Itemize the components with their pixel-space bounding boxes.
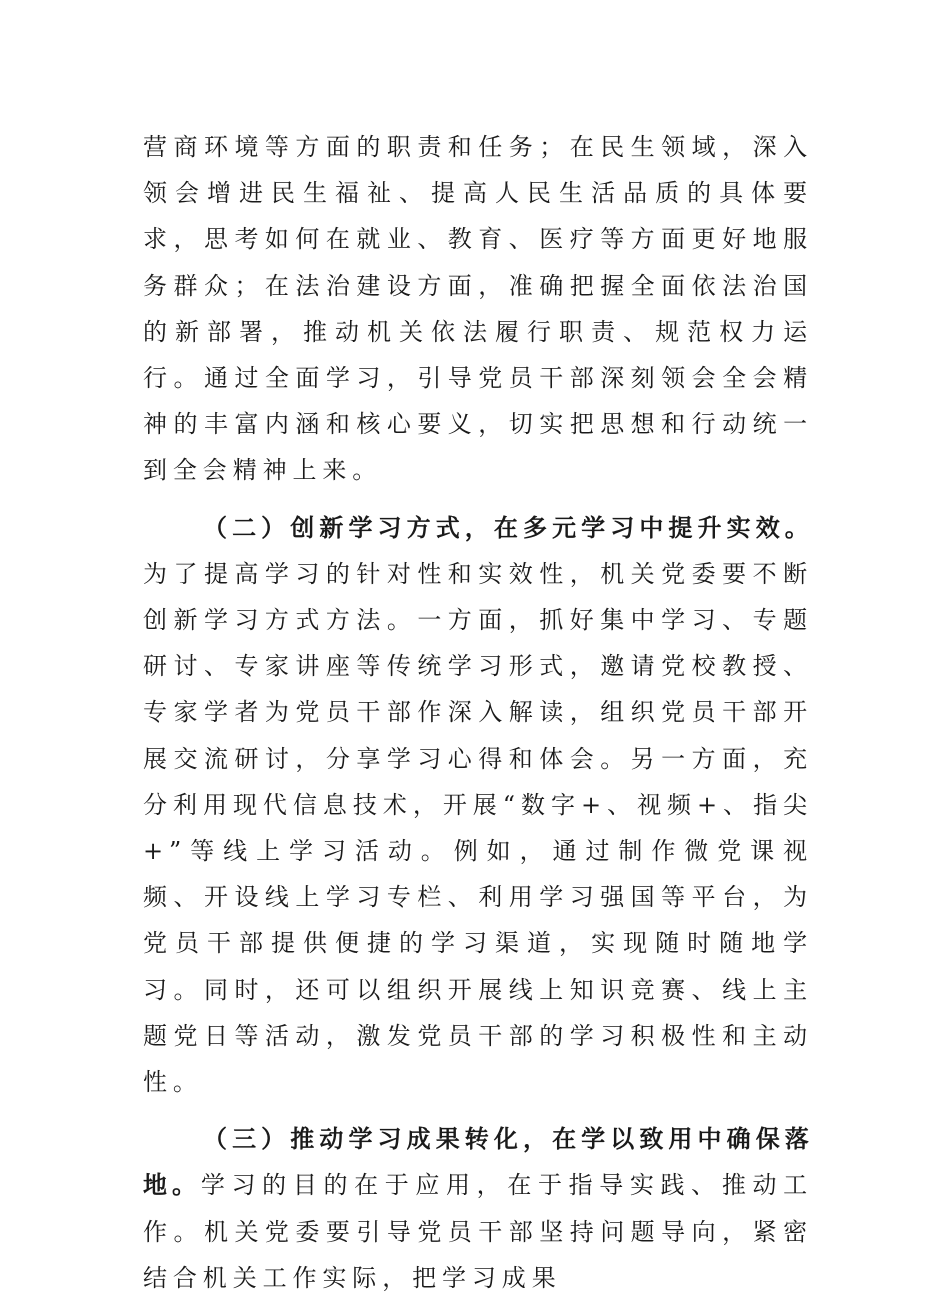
paragraph-body: 营商环境等方面的职责和任务；在民生领域，深入领会增进民生福祉、提高人民生活品质的具体要求，思考如何在就业、教育、医疗等方面更好地服务群众；在法治建设方面，准确把握全面依法治国的新部署，推动机关依法履行职责、规范权力运行。通过全面学习，引导党员干部深刻领会全会精神的丰富内涵和核心要义，切实把思想和行动统一到全会精神上来。	[143, 133, 813, 485]
paragraph-gap	[143, 494, 813, 505]
paragraph-section-3	[143, 1116, 813, 1301]
paragraph-section-2	[143, 505, 813, 1106]
paragraph-gap	[143, 1105, 813, 1116]
section-heading: （二）创新学习方式，在多元学习中提升实效。	[203, 513, 813, 542]
document-page	[143, 124, 813, 1301]
paragraph-continuation	[143, 124, 813, 494]
section-heading: （三）推动学习成果转化，在学以致用中确保落地。	[143, 1125, 813, 1200]
paragraph-body: 学习的目的在于应用，在于指导实践、推动工作。机关党委要引导党员干部坚持问题导向，紧密结合机关工作实际，把学习成果	[143, 1171, 813, 1292]
paragraph-body: 为了提高学习的针对性和实效性，机关党委要不断创新学习方式方法。一方面，抓好集中学习、专题研讨、专家讲座等传统学习形式，邀请党校教授、专家学者为党员干部作深入解读，组织党员干部开展交流研讨，分享学习心得和体会。另一方面，充分利用现代信息技术，开展“数字+、视频+、指尖+”等线上学习活动。例如，通过制作微党课视频、开设线上学习专栏、利用学习强国等平台，为党员干部提供便捷的学习渠道，实现随时随地学习。同时，还可以组织开展线上知识竞赛、线上主题党日等活动，激发党员干部的学习积极性和主动性。	[143, 559, 813, 1097]
